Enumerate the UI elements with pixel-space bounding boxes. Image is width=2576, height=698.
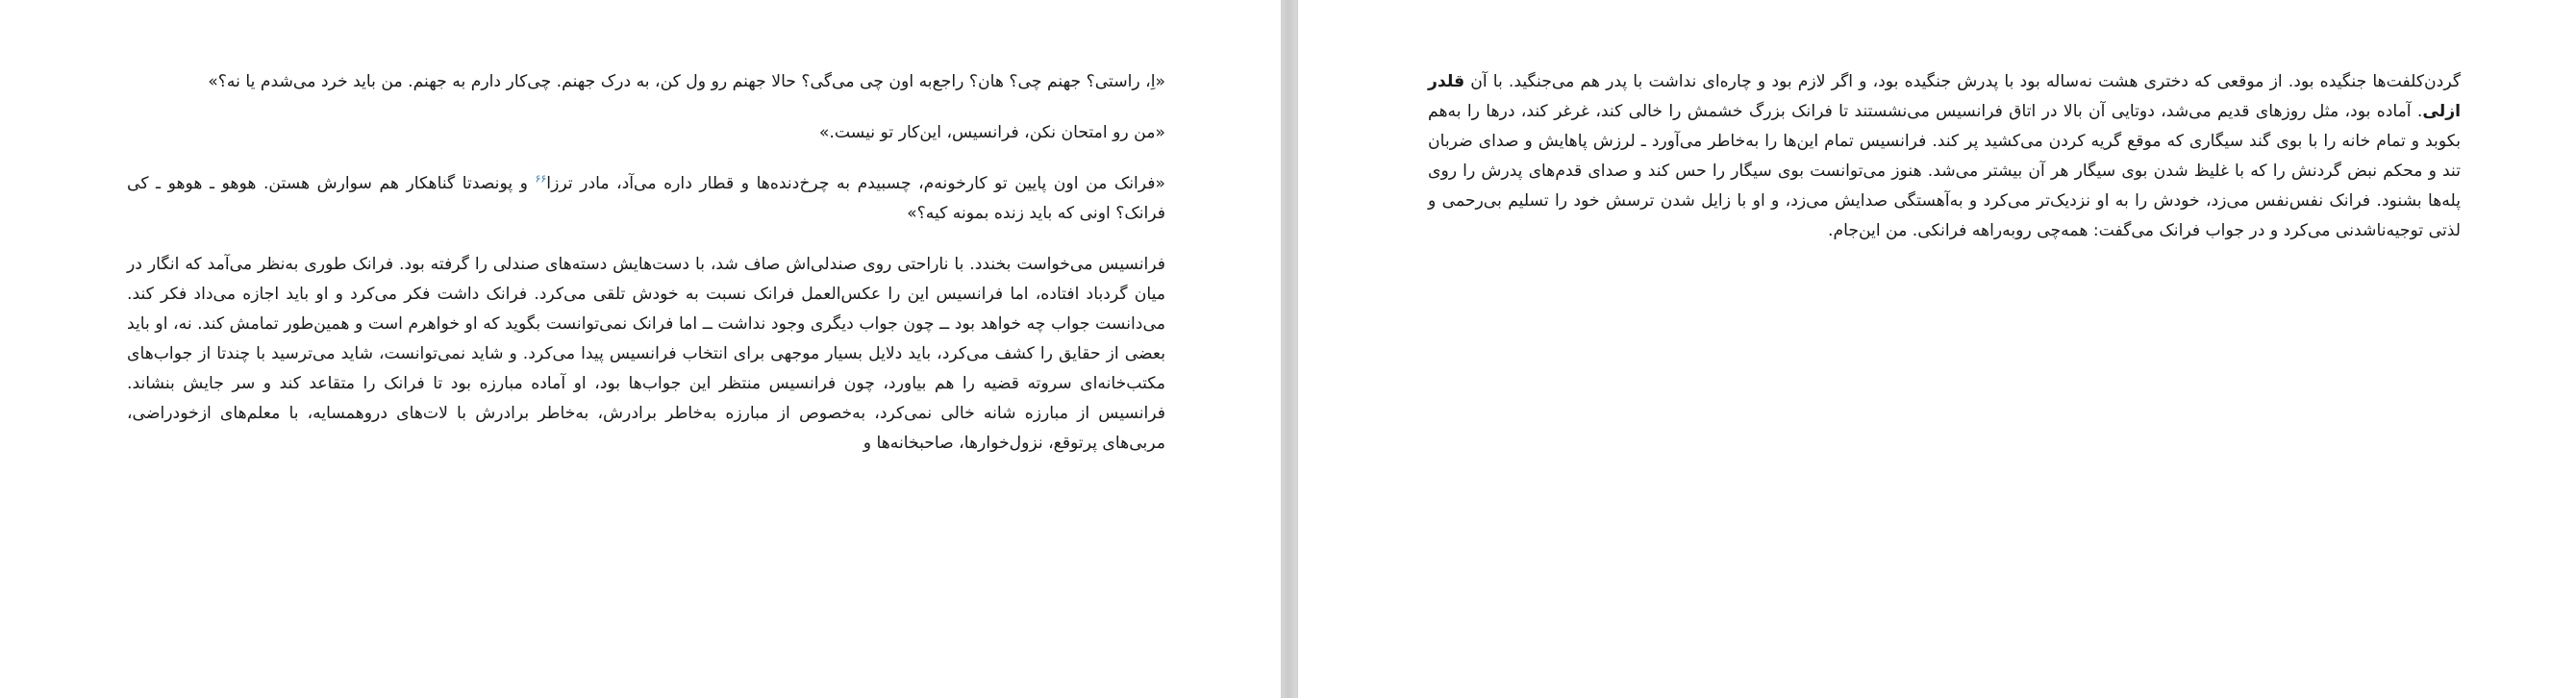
paragraph-4: فرانسیس می‌خواست بخندد. با ناراحتی روی صندلی‌اش صاف شد، با دست‌هایش دسته‌های صندلی را گرفته بود. فرانک طوری به‌نظر می‌آمد که انگار در میان گردباد افتاده، اما فرانسیس این را عکس‌العمل فرانک نسبت به خودش تلقی می‌کرد. فرانک داشت فکر می‌کرد و او باید اجازه می‌داد فکر کند. می‌دانست جواب چه خواهد بود ــ چون جواب دیگری وجود نداشت ــ اما فرانک نمی‌توانست بگوید که او خواهرم است و همین‌طور تمامش کند. نه، او باید بعضی از حقایق را کشف می‌کرد، باید دلایل بسیار موجهی برای انتخاب فرانسیس پیدا می‌کرد. و شاید نمی‌توانست، شاید می‌ترسید با چندتا از جواب‌های مکتب‌خانه‌ای سروته قضیه را هم بیاورد، چون فرانسیس منتظر این جواب‌ها بود، او آماده مبارزه بود تا فرانک را متقاعد کند و سر جایش بنشاند. فرانسیس از مبارزه شانه خالی نمی‌کرد، به‌خصوص از مبارزه به‌خاطر برادرش، به‌خاطر برادرش با لات‌های دروهمسایه، با معلم‌های ازخودراضی، مربی‌های پرتوقع، نزول‌خوارها، صاحبخانه‌ها و [127, 255, 1165, 453]
bold-phrase: قلدر ازلی [1428, 72, 2461, 121]
paragraph-2: «من رو امتحان نکن، فرانسیس، این‌کار تو نیست.» [818, 123, 1165, 142]
left-page [0, 0, 1281, 698]
footnote-link[interactable]: ۶۶ [535, 172, 547, 186]
page-gutter [1281, 0, 1298, 698]
paragraph-right-1-part-1: گردن‌کلفت‌ها جنگیده بود. از موقعی که دختری هشت نه‌ساله بود با پدرش جنگیده بود، و اگر لازم بود و چاره‌ای نداشت با پدر هم می‌جنگید. با آن [1464, 72, 2461, 91]
paragraph-right-1 [1428, 67, 2461, 246]
paragraph-3 [127, 169, 1165, 229]
right-page-text [1428, 67, 2461, 246]
left-page-text [127, 67, 1165, 459]
paragraph-3-part-1: «فرانک من اون پایین تو کارخونه‌م، چسبیدم به چرخ‌دنده‌ها و قطار داره می‌آد، مادر ترزا [546, 174, 1166, 193]
paragraph-3-part-2: و پونصدتا گناهکار هم سوارش هستن. هوهو ـ هوهو ـ کی فرانک؟ اونی که باید زنده بمونه کیه؟» [127, 174, 1165, 223]
paragraph-1: «اِ، راستی؟ جهنم چی؟ هان؟ راجع‌به اون چی می‌گی؟ حالا جهنم رو ول کن، به درک جهنم. چی‌کار دارم به جهنم. من باید خرد می‌شدم یا نه؟» [208, 72, 1165, 91]
right-page [1298, 0, 2576, 698]
paragraph-right-1-part-2: . آماده بود، مثل روزهای قدیم می‌شد، دوتایی آن بالا در اتاق فرانسیس می‌نشستند تا فرانک بزرگ خشمش را خالی کند، غرغر کند، درها را به‌هم بکوبد و تمام خانه را با بوی گند سیگاری که موقع گریه کردن می‌کشید پر کند. فرانسیس تمام این‌ها را به‌خاطر می‌آورد ـ لرزش پاهایش و صدای ضربان تند و محکم نبض گردنش را که با غلیظ شدن بوی سیگار هر آن بیشتر می‌شد. هنوز می‌توانست بوی سیگار را حس کند و صدای قدم‌های پدرش را روی پله‌ها بشنود. فرانک نفس‌نفس می‌زد، خودش را به او نزدیک‌تر می‌کرد و به‌آهستگی صدایش می‌زد، و او با زایل شدن ترسش خود را تسلیم بی‌رحمی و لذتی توجیه‌ناشدنی می‌کرد و در جواب فرانک می‌گفت: همه‌چی روبه‌راهه فرانکی. من این‌جام. [1428, 102, 2461, 240]
